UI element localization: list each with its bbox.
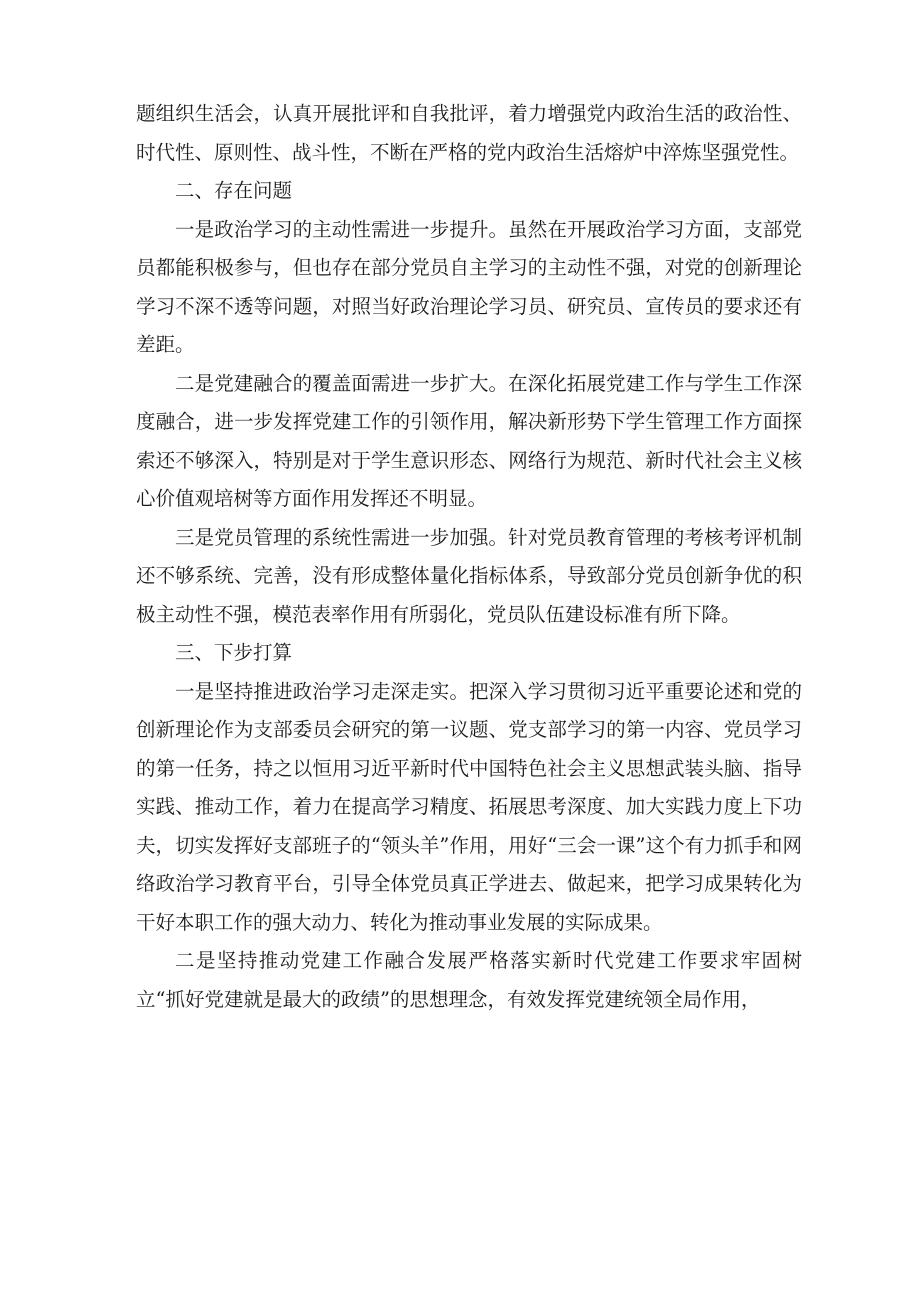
paragraph-continuation: 题组织生活会，认真开展批评和自我批评，着力增强党内政治生活的政治性、时代性、原则性、战斗性，不断在严格的党内政治生活熔炉中淬炼坚强党性。 [136, 102, 802, 164]
paragraph-problem-3: 三是党员管理的系统性需进一步加强。针对党员教育管理的考核考评机制还不够系统、完善，没有形成整体量化指标体系，导致部分党员创新争优的积极主动性不强，模范表率作用有所弱化，党员队伍建设标准有所下降。 [136, 525, 802, 626]
document-body [136, 95, 802, 1019]
paragraph-problem-1: 一是政治学习的主动性需进一步提升。虽然在开展政治学习方面，支部党员都能积极参与，但也存在部分党员自主学习的主动性不强，对党的创新理论学习不深不透等问题，对照当好政治理论学习员、研究员、宣传员的要求还有差距。 [136, 217, 802, 356]
paragraph-plan-2: 二是坚持推动党建工作融合发展严格落实新时代党建工作要求牢固树立“抓好党建就是最大的政绩”的思想理念，有效发挥党建统领全局作用， [136, 949, 802, 1011]
paragraph-plan-1: 一是坚持推进政治学习走深走实。把深入学习贯彻习近平重要论述和党的创新理论作为支部委员会研究的第一议题、党支部学习的第一内容、党员学习的第一任务，持之以恒用习近平新时代中国特色社会主义思想武装头脑、指导实践、推动工作，着力在提高学习精度、拓展思考深度、加大实践力度上下功夫，切实发挥好支部班子的“领头羊”作用，用好“三会一课”这个有力抓手和网络政治学习教育平台，引导全体党员真正学进去、做起来，把学习成果转化为干好本职工作的强大动力、转化为推动事业发展的实际成果。 [136, 679, 802, 934]
section-heading-problems: 二、存在问题 [175, 179, 293, 202]
section-heading-next-steps: 三、下步打算 [175, 641, 293, 664]
paragraph-problem-2: 二是党建融合的覆盖面需进一步扩大。在深化拓展党建工作与学生工作深度融合，进一步发挥党建工作的引领作用，解决新形势下学生管理工作方面探索还不够深入，特别是对于学生意识形态、网络行为规范、新时代社会主义核心价值观培树等方面作用发挥还不明显。 [136, 371, 802, 510]
